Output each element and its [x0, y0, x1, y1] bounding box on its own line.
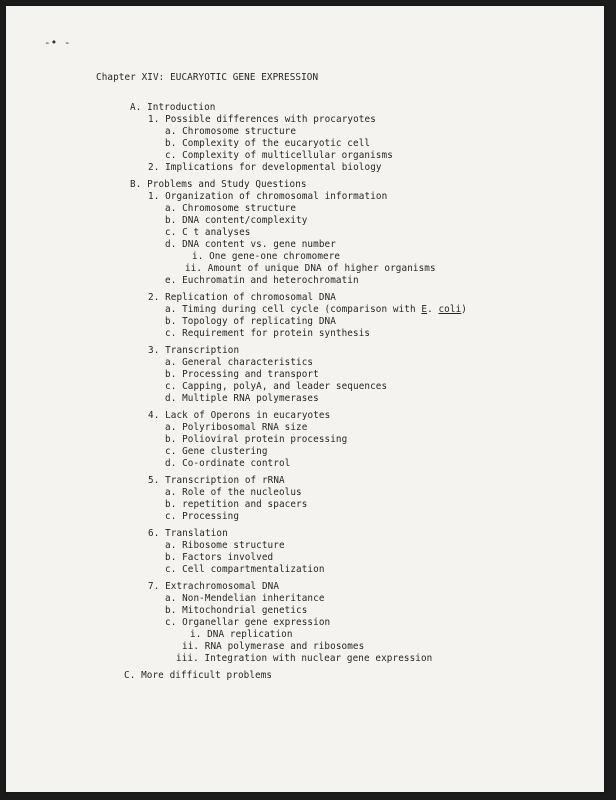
section-b-label: B. Problems and Study Questions: [130, 179, 307, 190]
outline-item: a. Chromosome structure: [165, 203, 297, 214]
subsection-head: 1. Organization of chromosomal information: [148, 191, 388, 202]
subsection-head: 2. Replication of chromosomal DNA: [148, 292, 337, 303]
outline-item: c. Gene clustering: [165, 446, 268, 457]
outline-item: b. Processing and transport: [165, 369, 319, 380]
outline-item: ii. Amount of unique DNA of higher organisms: [185, 263, 436, 274]
outline-item: d. DNA content vs. gene number: [165, 239, 336, 250]
outline-item: i. DNA replication: [190, 629, 293, 640]
outline-item: d. Co-ordinate control: [165, 458, 291, 469]
outline-item: a. General characteristics: [165, 357, 314, 368]
outline-item: b. Factors involved: [165, 552, 274, 563]
outline-item: b. repetition and spacers: [165, 499, 308, 510]
outline-item: a. Ribosome structure: [165, 540, 285, 551]
outline-item: a. Non-Mendelian inheritance: [165, 593, 325, 604]
outline-item: a. Role of the nucleolus: [165, 487, 302, 498]
outline-item: 1. Possible differences with procaryotes: [148, 114, 376, 125]
outline-item: iii. Integration with nuclear gene expression: [176, 653, 433, 664]
outline-item: b. Topology of replicating DNA: [165, 316, 336, 327]
outline-item: e. Euchromatin and heterochromatin: [165, 275, 359, 286]
chapter-title: Chapter XIV: EUCARYOTIC GENE EXPRESSION: [96, 72, 319, 83]
section-c-label: C. More difficult problems: [124, 670, 273, 681]
subsection-head: 4. Lack of Operons in eucaryotes: [148, 410, 331, 421]
outline-item: d. Multiple RNA polymerases: [165, 393, 319, 404]
outline-item: c. Cell compartmentalization: [165, 564, 325, 575]
outline-item: c. Requirement for protein synthesis: [165, 328, 371, 339]
outline-item: b. Mitochondrial genetics: [165, 605, 308, 616]
outline-item: c. Complexity of multicellular organisms: [165, 150, 393, 161]
corner-marks: -• -: [44, 36, 71, 49]
outline-item: a. Timing during cell cycle (comparison with E. coli): [165, 304, 467, 315]
outline-item: a. Polyribosomal RNA size: [165, 422, 308, 433]
subsection-head: 7. Extrachromosomal DNA: [148, 581, 280, 592]
section-a-label: A. Introduction: [130, 102, 216, 113]
outline-item: ii. RNA polymerase and ribosomes: [182, 641, 365, 652]
document-page: [6, 6, 604, 792]
subsection-head: 6. Translation: [148, 528, 228, 539]
outline-item: b. Polioviral protein processing: [165, 434, 348, 445]
outline-item: b. Complexity of the eucaryotic cell: [165, 138, 371, 149]
outline-item: c. Capping, polyA, and leader sequences: [165, 381, 388, 392]
subsection-head: 5. Transcription of rRNA: [148, 475, 285, 486]
outline-item: a. Chromosome structure: [165, 126, 297, 137]
outline-item: i. One gene-one chromomere: [192, 251, 341, 262]
outline-item: c. Processing: [165, 511, 240, 522]
outline-item: c. Organellar gene expression: [165, 617, 331, 628]
subsection-head: 3. Transcription: [148, 345, 240, 356]
outline-item: b. DNA content/complexity: [165, 215, 308, 226]
outline-item: c. C t analyses: [165, 227, 251, 238]
outline-item: 2. Implications for developmental biology: [148, 162, 382, 173]
